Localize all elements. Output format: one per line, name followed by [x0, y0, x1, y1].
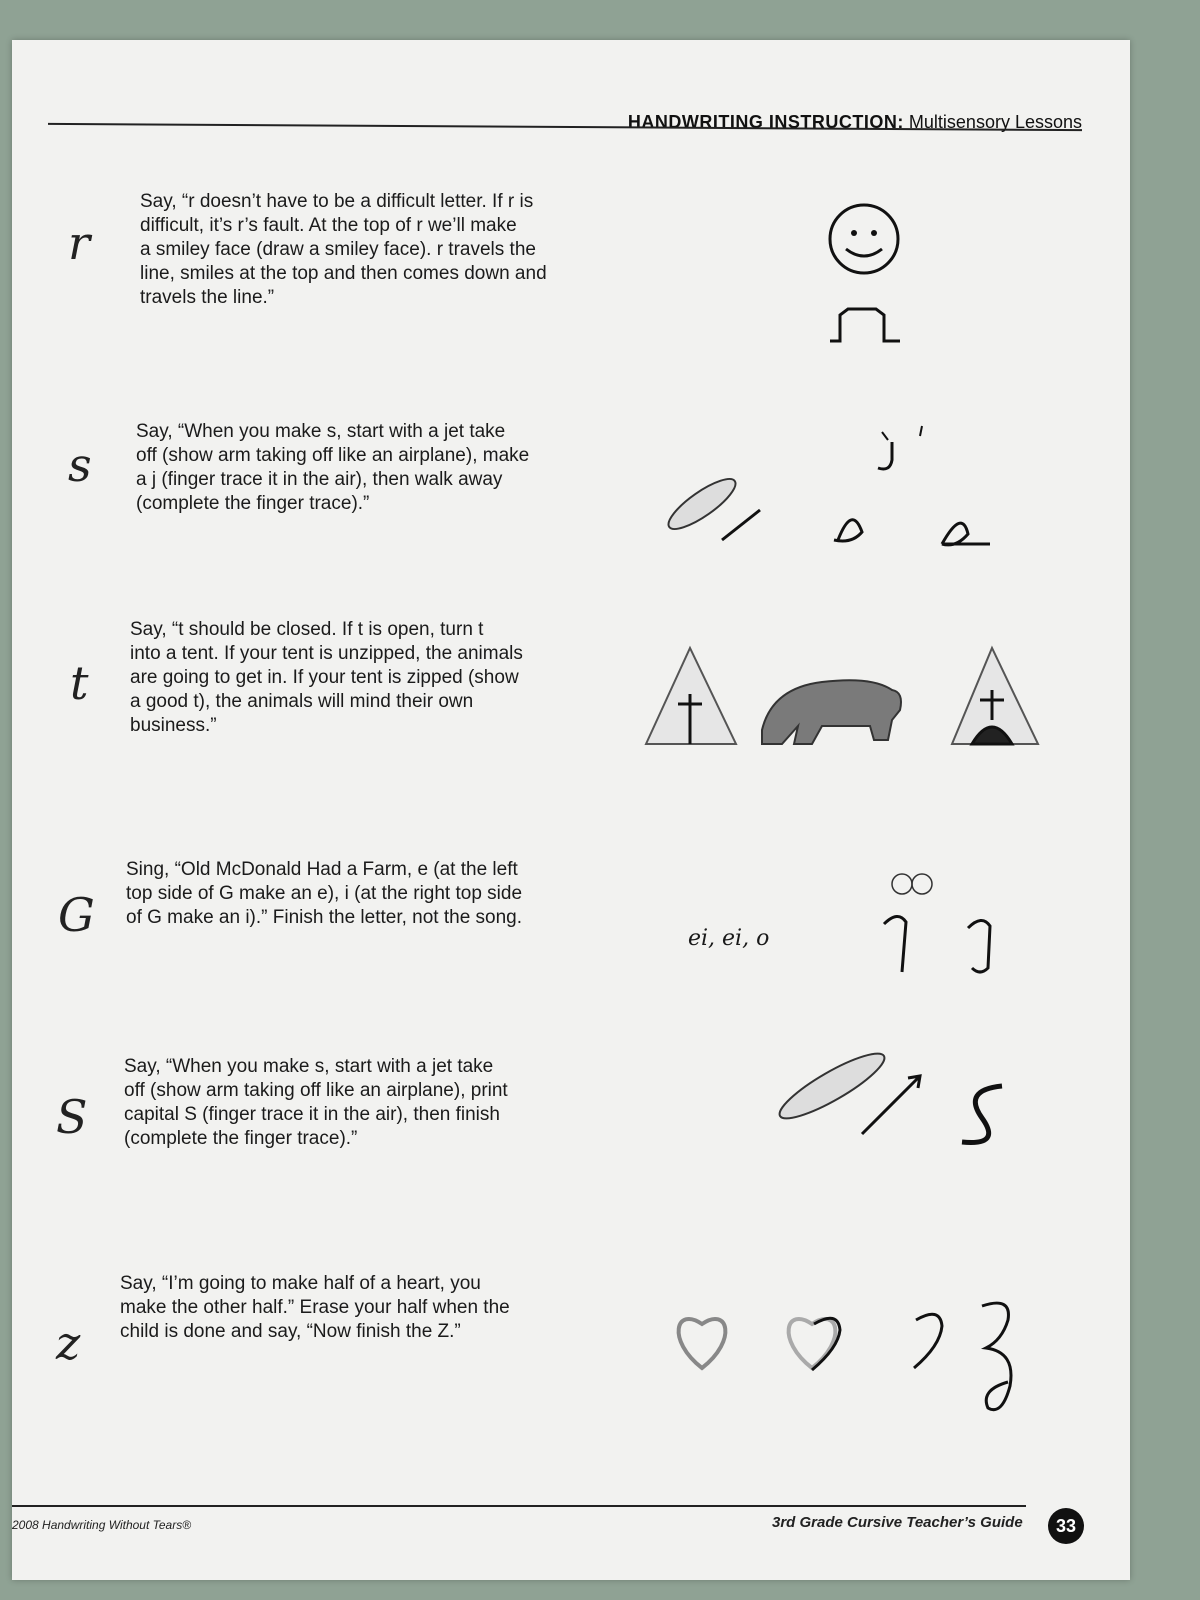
lesson-g-text: [126, 858, 576, 930]
lesson-line: a good t), the animals will mind their own: [130, 691, 474, 712]
lesson-line: business.”: [130, 715, 217, 736]
letter-g-glyph: G: [58, 888, 95, 942]
page-number-badge: 33: [1048, 1508, 1084, 1544]
letter-r-glyph: r: [68, 216, 90, 270]
lesson-line: top side of G make an e), i (at the right top side: [126, 883, 523, 904]
smiley-face-illustration: [822, 205, 912, 355]
lesson-line: (complete the finger trace).”: [124, 1128, 358, 1149]
lesson-t-text: [130, 618, 580, 738]
lesson-line: child is done and say, “Now finish the Z.”: [120, 1321, 461, 1342]
lesson-line: are going to get in. If your tent is zipped (show: [130, 667, 519, 688]
ei-ei-o-illustration-text: ei, ei, o: [688, 926, 770, 951]
lesson-line: Say, “t should be closed. If t is open, turn t: [130, 619, 484, 640]
lesson-line: capital S (finger trace it in the air), then finish: [124, 1104, 500, 1125]
lesson-line: make the other half.” Erase your half when the: [120, 1297, 510, 1318]
lesson-line: off (show arm taking off like an airplane), make: [136, 445, 530, 466]
lesson-line: Say, “When you make s, start with a jet take: [124, 1056, 494, 1077]
lesson-line: travels the line.”: [140, 287, 275, 308]
heart-z-illustration: [662, 1290, 1042, 1430]
tent-bear-illustration: [642, 640, 1062, 750]
letter-capital-s-glyph: S: [56, 1090, 88, 1144]
lesson-line: (complete the finger trace).”: [136, 493, 370, 514]
letter-s-glyph: s: [68, 438, 92, 492]
jet-capital-s-illustration: [752, 1030, 1032, 1170]
lesson-line: Say, “I’m going to make half of a heart, you: [120, 1273, 481, 1294]
footer-book-title: 3rd Grade Cursive Teacher’s Guide: [772, 1514, 1023, 1531]
lesson-line: Say, “r doesn’t have to be a difficult letter. If r is: [140, 191, 534, 212]
footer-copyright: 2008 Handwriting Without Tears®: [12, 1518, 192, 1532]
lesson-line: into a tent. If your tent is unzipped, the animals: [130, 643, 523, 664]
header-section-title: HANDWRITING INSTRUCTION:: [627, 112, 904, 132]
lesson-line: a smiley face (draw a smiley face). r travels the: [140, 239, 536, 260]
lesson-line: Say, “When you make s, start with a jet take: [136, 421, 506, 442]
lesson-line: of G make an i).” Finish the letter, not the song.: [126, 907, 523, 928]
lesson-s-text: [136, 420, 586, 516]
lesson-line: a j (finger trace it in the air), then walk away: [136, 469, 503, 490]
lesson-line: line, smiles at the top and then comes down and: [140, 263, 547, 284]
workbook-page: [12, 40, 1130, 1580]
lesson-line: difficult, it’s r’s fault. At the top of r we’ll make: [140, 215, 517, 236]
letter-z-glyph: z: [56, 1316, 81, 1370]
lesson-line: Sing, “Old McDonald Had a Farm, e (at the left: [126, 859, 518, 880]
footer-rule: [12, 1505, 1026, 1507]
g-sequence-illustration: [872, 872, 1022, 982]
header-subtitle: Multisensory Lessons: [908, 112, 1082, 132]
lesson-capital-s-text: [124, 1055, 574, 1151]
lesson-r-text: [140, 190, 590, 310]
jet-takeoff-s-illustration: [652, 420, 1032, 560]
lesson-z-text: [120, 1272, 570, 1344]
letter-t-glyph: t: [70, 656, 89, 710]
lesson-line: off (show arm taking off like an airplane), print: [124, 1080, 508, 1101]
